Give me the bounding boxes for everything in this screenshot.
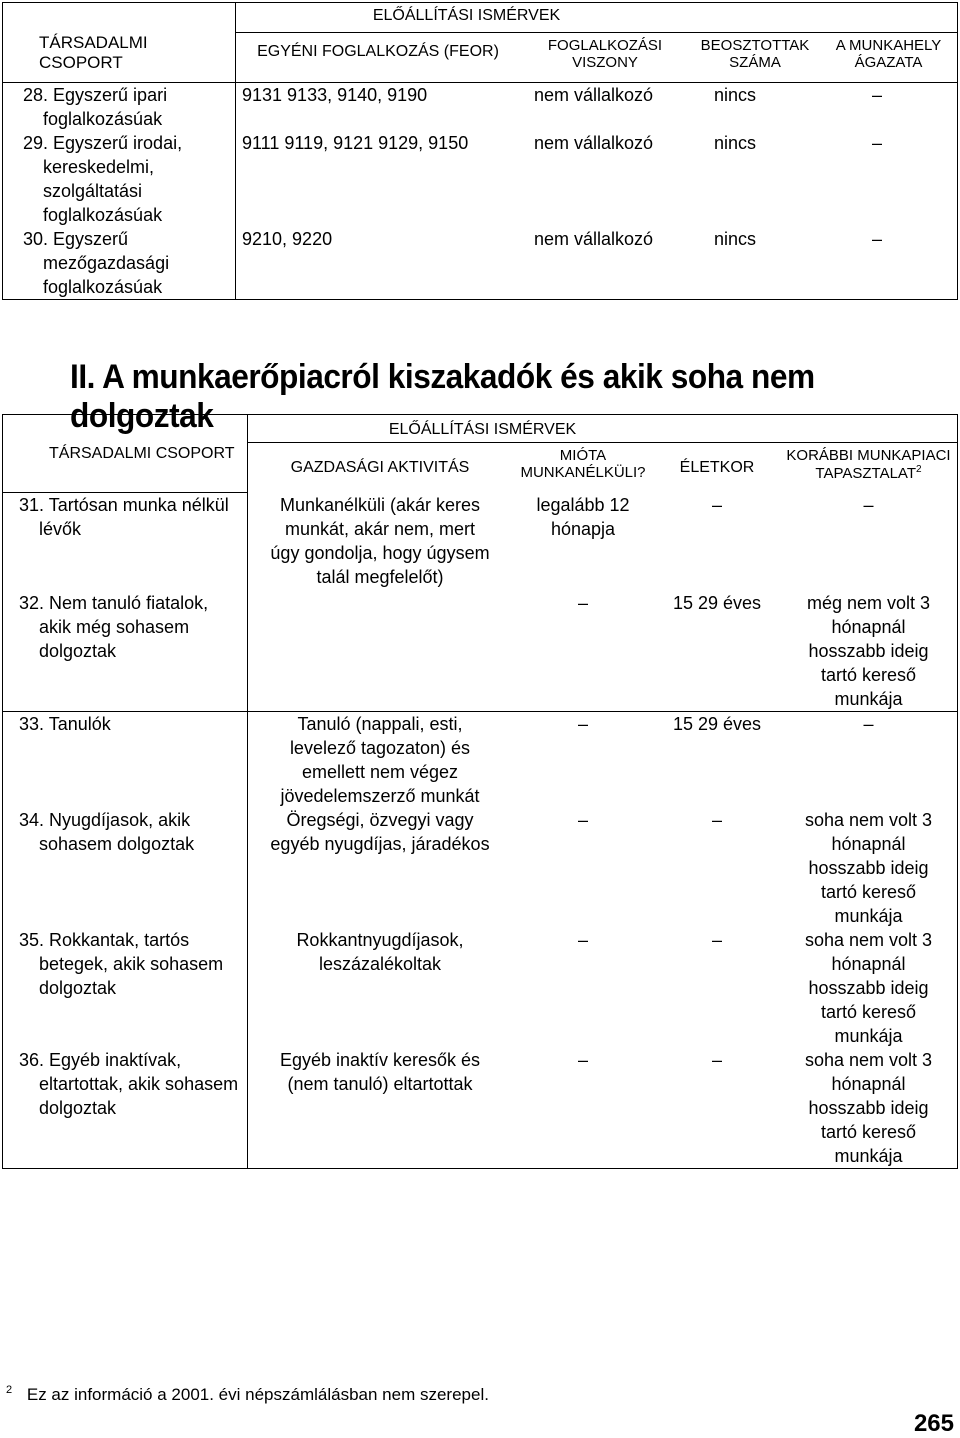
employment-value: nem vállalkozó bbox=[534, 85, 654, 105]
footnote-marker: 2 bbox=[6, 1384, 13, 1396]
prior-cell bbox=[780, 591, 958, 712]
employees-value: nincs bbox=[714, 229, 757, 249]
group-cell bbox=[3, 227, 236, 300]
age-header: ÉLETKOR bbox=[679, 459, 755, 476]
feor-code: 9210, 9220 bbox=[242, 229, 333, 249]
prior-header-2 bbox=[780, 464, 957, 482]
prior-header-1: KORÁBBI MUNKAPIACI bbox=[786, 447, 951, 464]
section-title: II. A munkaerőpiacról kiszakadók és akik soha nem dolgoztak bbox=[70, 358, 815, 435]
age-cell bbox=[654, 493, 780, 591]
prior-cell bbox=[780, 808, 958, 928]
age-cell bbox=[654, 928, 780, 1048]
group-label: 33. Tanulók bbox=[19, 713, 111, 734]
activity-cell bbox=[248, 1048, 513, 1169]
prior-cell bbox=[780, 711, 958, 808]
prior-value: soha nem volt 3 hónapnál hosszabb ideig tartó kereső munkája bbox=[804, 929, 933, 1046]
criteria-cell bbox=[236, 83, 958, 132]
employment-header-1: FOGLALKOZÁSI bbox=[547, 37, 663, 54]
group-cell bbox=[3, 591, 248, 712]
criteria-header-cell bbox=[236, 3, 958, 33]
group-header: TÁRSADALMI CSOPORT bbox=[39, 33, 148, 72]
feor-code: 9131 9133, 9140, 9190 bbox=[242, 85, 428, 105]
occupation-table bbox=[2, 2, 958, 300]
employment-header-2: VISZONY bbox=[572, 54, 638, 71]
prior-header-text: TAPASZTALAT bbox=[815, 465, 916, 482]
activity-value: Munkanélküli (akár keres munkát, akár nem, mert úgy gondolja, hogy úgysem talál megfelelőt) bbox=[270, 494, 490, 587]
sector-value: – bbox=[872, 133, 883, 153]
group-cell bbox=[3, 83, 236, 132]
age-cell bbox=[654, 1048, 780, 1169]
age-value: – bbox=[711, 1049, 722, 1070]
employment-value: nem vállalkozó bbox=[534, 229, 654, 249]
prior-cell bbox=[780, 928, 958, 1048]
activity-value: Egyéb inaktív keresők és (nem tanuló) eltartottak bbox=[279, 1049, 481, 1094]
since-value: – bbox=[577, 592, 588, 613]
inactive-groups-table bbox=[2, 414, 958, 1169]
age-value: 15 29 éves bbox=[672, 592, 762, 613]
feor-code: 9111 9119, 9121 9129, 9150 bbox=[242, 133, 469, 153]
activity-value: Rokkantnyugdíjasok, leszázalékoltak bbox=[296, 929, 464, 974]
age-value: – bbox=[711, 809, 722, 830]
activity-header-cell bbox=[248, 443, 513, 493]
group-cell bbox=[3, 493, 248, 591]
prior-header-cell bbox=[780, 443, 958, 493]
age-value: – bbox=[711, 494, 722, 515]
group-cell bbox=[3, 928, 248, 1048]
since-cell bbox=[512, 928, 654, 1048]
age-cell bbox=[654, 808, 780, 928]
since-header-2: MUNKANÉLKÜLI? bbox=[520, 464, 646, 481]
since-value: – bbox=[577, 713, 588, 734]
since-cell bbox=[512, 1048, 654, 1169]
criteria-cell bbox=[236, 227, 958, 300]
since-header-1: MIÓTA bbox=[559, 447, 607, 464]
sector-value: – bbox=[872, 229, 883, 249]
prior-value: soha nem volt 3 hónapnál hosszabb ideig tartó kereső munkája bbox=[804, 1049, 933, 1166]
employment-value: nem vállalkozó bbox=[534, 133, 654, 153]
activity-cell bbox=[248, 711, 513, 808]
since-value: – bbox=[577, 1049, 588, 1070]
group-label: 28. Egyszerű ipari foglalkozásúak bbox=[23, 85, 168, 129]
since-cell bbox=[512, 808, 654, 928]
employees-header-cell bbox=[690, 33, 820, 83]
group-cell bbox=[3, 1048, 248, 1169]
since-cell bbox=[512, 493, 654, 591]
since-value: – bbox=[577, 929, 588, 950]
age-header-cell bbox=[654, 443, 780, 493]
prior-value: – bbox=[863, 713, 874, 734]
group-header: TÁRSADALMI CSOPORT bbox=[49, 445, 235, 462]
prior-value: soha nem volt 3 hónapnál hosszabb ideig tartó kereső munkája bbox=[804, 809, 933, 926]
employees-value: nincs bbox=[714, 133, 757, 153]
prior-value: még nem volt 3 hónapnál hosszabb ideig tartó kereső munkája bbox=[806, 592, 931, 709]
group-cell bbox=[3, 131, 236, 227]
group-label: 34. Nyugdíjasok, akik sohasem dolgoztak bbox=[19, 809, 195, 854]
age-cell bbox=[654, 591, 780, 712]
activity-cell bbox=[248, 928, 513, 1048]
criteria-header: ELŐÁLLÍTÁSI ISMÉRVEK bbox=[388, 421, 577, 438]
employees-value: nincs bbox=[714, 85, 757, 105]
group-label: 35. Rokkantak, tartós betegek, akik sohasem dolgoztak bbox=[19, 929, 224, 998]
activity-value: Öregségi, özvegyi vagy egyéb nyugdíjas, járadékos bbox=[270, 809, 490, 854]
prior-cell bbox=[780, 493, 958, 591]
group-label: 31. Tartósan munka nélkül lévők bbox=[19, 495, 229, 539]
sector-header-1: A MUNKAHELY bbox=[835, 37, 942, 54]
criteria-header-cell bbox=[248, 415, 958, 443]
age-value: – bbox=[711, 929, 722, 950]
group-cell bbox=[3, 711, 248, 808]
age-cell bbox=[654, 711, 780, 808]
activity-value: Tanuló (nappali, esti, levelező tagozaton) és emellett nem végez jövedelemszerző munkát bbox=[280, 713, 480, 806]
group-label: 29. Egyszerű irodai, kereskedelmi, szolgáltatási foglalkozásúak bbox=[23, 133, 183, 225]
page-number: 265 bbox=[913, 1410, 954, 1437]
group-label: 30. Egyszerű mezőgazdasági foglalkozásúak bbox=[23, 229, 170, 297]
group-cell bbox=[3, 808, 248, 928]
footnote-text: Ez az információ a 2001. évi népszámlálásban nem szerepel. bbox=[26, 1384, 489, 1404]
feor-header-cell bbox=[236, 33, 521, 83]
footnote-ref: 2 bbox=[916, 464, 922, 475]
activity-cell bbox=[248, 808, 513, 928]
since-value: – bbox=[577, 809, 588, 830]
footnote bbox=[6, 1384, 489, 1405]
sector-header-cell bbox=[820, 33, 958, 83]
criteria-header: ELŐÁLLÍTÁSI ISMÉRVEK bbox=[372, 7, 561, 24]
group-label: 36. Egyéb inaktívak, eltartottak, akik sohasem dolgoztak bbox=[19, 1049, 239, 1118]
prior-cell bbox=[780, 1048, 958, 1169]
feor-header: EGYÉNI FOGLALKOZÁS (FEOR) bbox=[257, 43, 499, 60]
age-value: 15 29 éves bbox=[672, 713, 762, 734]
activity-cell bbox=[248, 591, 513, 712]
employees-header-1: BEOSZTOTTAK bbox=[700, 37, 810, 54]
since-cell bbox=[512, 591, 654, 712]
prior-value: – bbox=[863, 494, 874, 515]
activity-cell bbox=[248, 493, 513, 591]
group-label: 32. Nem tanuló fiatalok, akik még sohasem dolgoztak bbox=[19, 592, 209, 661]
since-value: legalább 12 hónapja bbox=[536, 494, 630, 539]
since-header-cell bbox=[512, 443, 654, 493]
sector-value: – bbox=[872, 85, 883, 105]
employment-header-cell bbox=[520, 33, 690, 83]
activity-header: GAZDASÁGI AKTIVITÁS bbox=[290, 459, 470, 476]
sector-header-2: ÁGAZATA bbox=[854, 54, 923, 71]
since-cell bbox=[512, 711, 654, 808]
employees-header-2: SZÁMA bbox=[729, 54, 781, 71]
criteria-cell bbox=[236, 131, 958, 227]
